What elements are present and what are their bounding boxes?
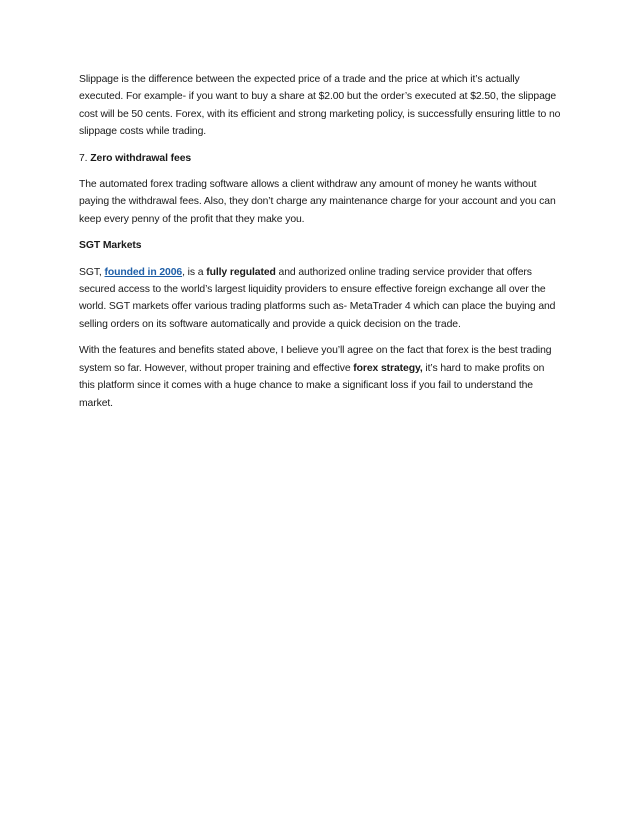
sgt-text-start: SGT, <box>79 266 105 278</box>
heading-sgt-markets: SGT Markets <box>79 240 142 252</box>
sgt-text-middle: , is a <box>182 266 207 278</box>
fully-regulated-text: fully regulated <box>206 266 276 278</box>
founded-link[interactable]: founded in 2006 <box>104 266 183 278</box>
paragraph-conclusion <box>79 342 561 412</box>
heading-number: 7. <box>79 152 91 164</box>
sgt-text-end: and authorized online trading service provider that offers secured access to the world’s largest liquidity providers to ensure effective foreign exchange all over the world. SGT markets offer various trading platforms such as- MetaTrader 4 which can place the buying and selling orders on its software automatically and provide a quick decision on the trade. <box>79 266 556 330</box>
document-page <box>79 71 561 421</box>
heading-title: Zero withdrawal fees <box>90 152 192 164</box>
paragraph-sgt <box>79 264 561 334</box>
heading-zero-withdrawal-fees <box>79 150 561 167</box>
paragraph-withdrawal: The automated forex trading software allows a client withdraw any amount of money he wants without paying the withdrawal fees. Also, they don’t charge any maintenance charge for your account and you can keep every penny of the profit that they make you. <box>79 179 556 225</box>
paragraph-slippage: Slippage is the difference between the expected price of a trade and the price at which it’s actually executed. For example- if you want to buy a share at $2.00 but the order’s executed at $2.50, the slippage cost will be 50 cents. Forex, with its efficient and strong marketing policy, is successfully ensuring little to no slippage costs while trading. <box>79 74 561 138</box>
forex-strategy-text: forex strategy, <box>353 362 423 374</box>
conclusion-text-start: With the features and benefits stated above, I believe you’ll agree on the fact that forex is the best trading system so far. However, without proper training and effective <box>79 345 552 374</box>
conclusion-text-end: it’s hard to make profits on this platform since it comes with a huge chance to make a significant loss if you fail to understand the market. <box>79 362 545 409</box>
